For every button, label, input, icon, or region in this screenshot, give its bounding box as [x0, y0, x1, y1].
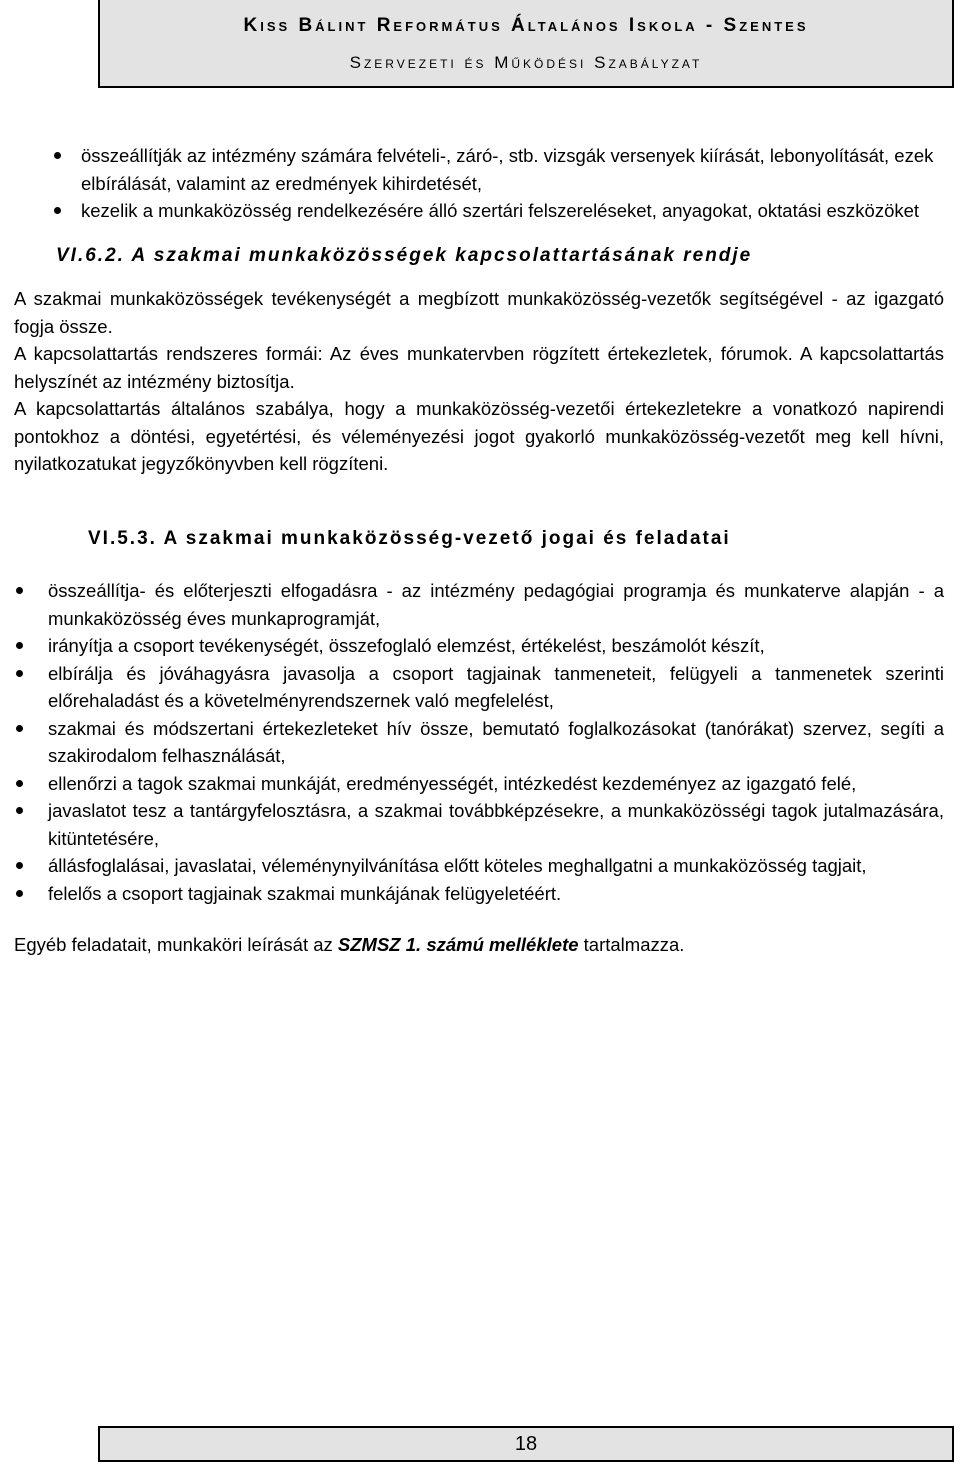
section-heading-kapcsolattartas: VI.6.2. A szakmai munkaközösségek kapcsolattartásának rendje	[56, 244, 753, 266]
bullet-icon	[16, 670, 23, 677]
duties-list	[14, 577, 944, 907]
list-item: elbírálja és jóváhagyásra javasolja a csoport tagjainak tanmeneteit, felügyeli a tanmenetek szerinti előrehaladást és a követelményrendszernek való megfelelést,	[14, 660, 944, 715]
list-item: kezelik a munkaközösség rendelkezésére álló szertári felszereléseket, anyagokat, oktatási eszközöket	[14, 197, 944, 225]
bullet-icon	[16, 890, 23, 897]
bullet-icon	[54, 207, 61, 214]
document-title: Szervezeti és Működési Szabályzat	[349, 53, 703, 72]
bullet-icon	[16, 780, 23, 787]
closing-sentence: Egyéb feladatait, munkaköri leírását az SZMSZ 1. számú melléklete tartalmazza.	[14, 934, 685, 955]
top-list	[14, 142, 944, 225]
list-item: felelős a csoport tagjainak szakmai munkájának felügyeletéért.	[14, 880, 944, 908]
list-item: ellenőrzi a tagok szakmai munkáját, eredményességét, intézkedést kezdeményez az igazgató felé,	[14, 770, 944, 798]
list-item: javaslatot tesz a tantárgyfelosztásra, a szakmai továbbképzésekre, a munkaközösségi tagok jutalmazására, kitüntetésére,	[14, 797, 944, 852]
bullet-icon	[16, 587, 23, 594]
paragraph: A kapcsolattartás általános szabálya, hogy a munkaközösség-vezetői értekezletekre a vonatkozó napirendi pontokhoz a döntési, egyetértési, és véleményezési jogot gyakorló munkaközösség-vezetőt meg kell hívni, nyilatkozatukat jegyzőkönyvben kell rögzíteni.	[14, 398, 944, 474]
list-item: összeállítják az intézmény számára felvételi-, záró-, stb. vizsgák versenyek kiírását, lebonyolítását, ezek elbírálását, valamint az eredmények kihirdetését,	[14, 142, 944, 197]
paragraph: A kapcsolattartás rendszeres formái: Az éves munkatervben rögzített értekezletek, fórumok. A kapcsolattartás helyszínét az intézmény biztosítja.	[14, 343, 944, 392]
list-item: szakmai és módszertani értekezleteket hív össze, bemutató foglalkozásokat (tanórákat) szervez, segíti a szakirodalom felhasználását,	[14, 715, 944, 770]
school-name: Kiss Bálint Református Általános Iskola - Szentes	[243, 15, 809, 36]
page-number: 18	[514, 1433, 538, 1455]
bullet-icon	[16, 807, 23, 814]
section-heading-vezeto-jogai: VI.5.3. A szakmai munkaközösség-vezető jogai és feladatai	[88, 527, 731, 549]
page-header	[98, 0, 954, 88]
list-item: állásfoglalásai, javaslatai, véleménynyilvánítása előtt köteles meghallgatni a munkaközösség tagjait,	[14, 852, 944, 880]
bullet-icon	[16, 725, 23, 732]
bullet-icon	[54, 152, 61, 159]
document-body	[14, 142, 944, 959]
bullet-icon	[16, 642, 23, 649]
bullet-icon	[16, 862, 23, 869]
list-item: összeállítja- és előterjeszti elfogadásra - az intézmény pedagógiai programja és munkaterve alapján - a munkaközösség éves munkaprogramját,	[14, 577, 944, 632]
paragraph: A szakmai munkaközösségek tevékenységét a megbízott munkaközösség-vezetők segítségével - az igazgató fogja össze.	[14, 288, 944, 337]
page-footer	[98, 1426, 954, 1462]
appendix-reference: SZMSZ 1. számú melléklete	[337, 934, 579, 955]
list-item: irányítja a csoport tevékenységét, összefoglaló elemzést, értékelést, beszámolót készít,	[14, 632, 944, 660]
